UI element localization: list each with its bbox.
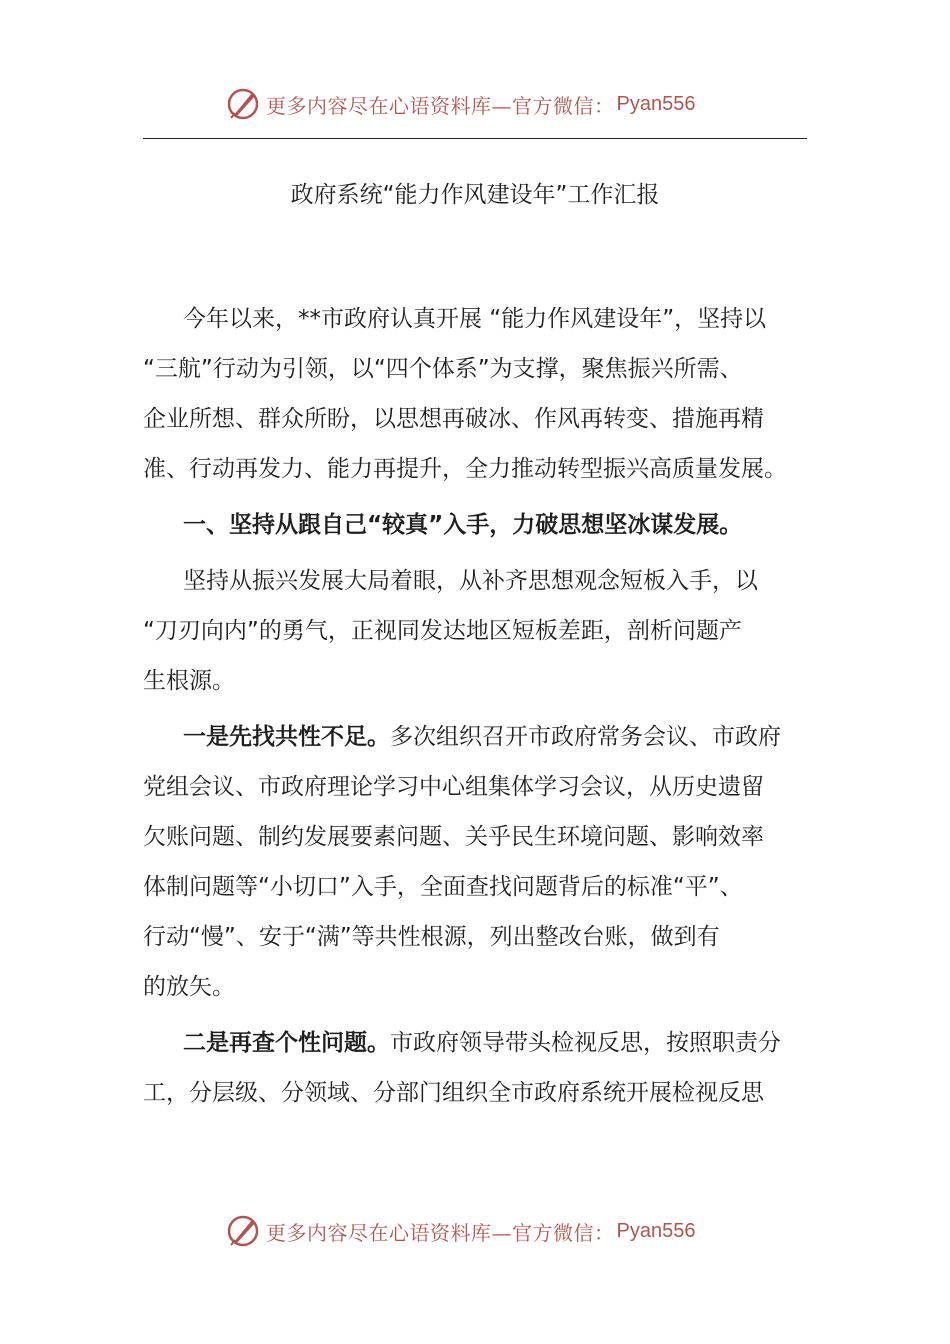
paragraph-lead: 二是再查个性问题。 (183, 1030, 390, 1056)
document-body (143, 294, 807, 1118)
banner-text: 更多内容尽在心语资料库—官方微信： (266, 93, 615, 118)
quill-pen-icon (226, 1214, 260, 1248)
document-title: 政府系统“能力作风建设年”工作汇报 (290, 182, 660, 208)
text-line: 企业所想、群众所盼，以思想再破冰、作风再转变、措施再精 (143, 406, 764, 432)
banner-wechat-id: Pyan556 (616, 1219, 696, 1242)
text-line: 今年以来，**市政府认真开展 “能力作风建设年”，坚持以 (183, 306, 767, 332)
text-line: 行动“慢”、安于“满”等共性根源，列出整改台账，做到有 (143, 924, 720, 950)
text-line: 坚持从振兴发展大局着眼，从补齐思想观念短板入手，以 (183, 568, 758, 594)
paragraph-section-intro (143, 556, 807, 706)
header-banner (226, 84, 726, 124)
text-line: 准、行动再发力、能力再提升，全力推动转型振兴高质量发展。 (143, 456, 787, 482)
quill-pen-icon (226, 87, 260, 121)
header-divider (143, 138, 807, 139)
banner-text: 更多内容尽在心语资料库—官方微信： (266, 1220, 615, 1245)
text-line (143, 1018, 807, 1068)
text-line: “三航”行动为引领，以“四个体系”为支撑，聚焦振兴所需、 (143, 356, 743, 382)
text-line (143, 712, 807, 762)
text-line: 体制问题等“小切口”入手，全面查找问题背后的标准“平”、 (143, 874, 743, 900)
footer-banner (226, 1211, 726, 1251)
text-line: 的放矢。 (143, 974, 235, 1000)
banner-wechat-id: Pyan556 (616, 92, 696, 115)
paragraph-lead: 一是先找共性不足。 (183, 724, 390, 750)
text-line: 生根源。 (143, 668, 235, 694)
text-line: 欠账问题、制约发展要素问题、关乎民生环境问题、影响效率 (143, 824, 764, 850)
section-heading: 一、坚持从跟自己“较真”入手，力破思想坚冰谋发展。 (183, 512, 743, 538)
paragraph-intro (143, 294, 807, 494)
paragraph-individual-issues (143, 1018, 807, 1118)
text-run: 市政府领导带头检视反思，按照职责分 (390, 1030, 781, 1056)
text-run: 多次组织召开市政府常务会议、市政府 (390, 724, 781, 750)
text-line: 工，分层级、分领域、分部门组织全市政府系统开展检视反思 (143, 1080, 764, 1106)
text-line: “刀刃向内”的勇气，正视同发达地区短板差距，剖析问题产 (143, 618, 742, 644)
text-line: 党组会议、市政府理论学习中心组集体学习会议，从历史遗留 (143, 774, 764, 800)
paragraph-common-issues (143, 712, 807, 1012)
